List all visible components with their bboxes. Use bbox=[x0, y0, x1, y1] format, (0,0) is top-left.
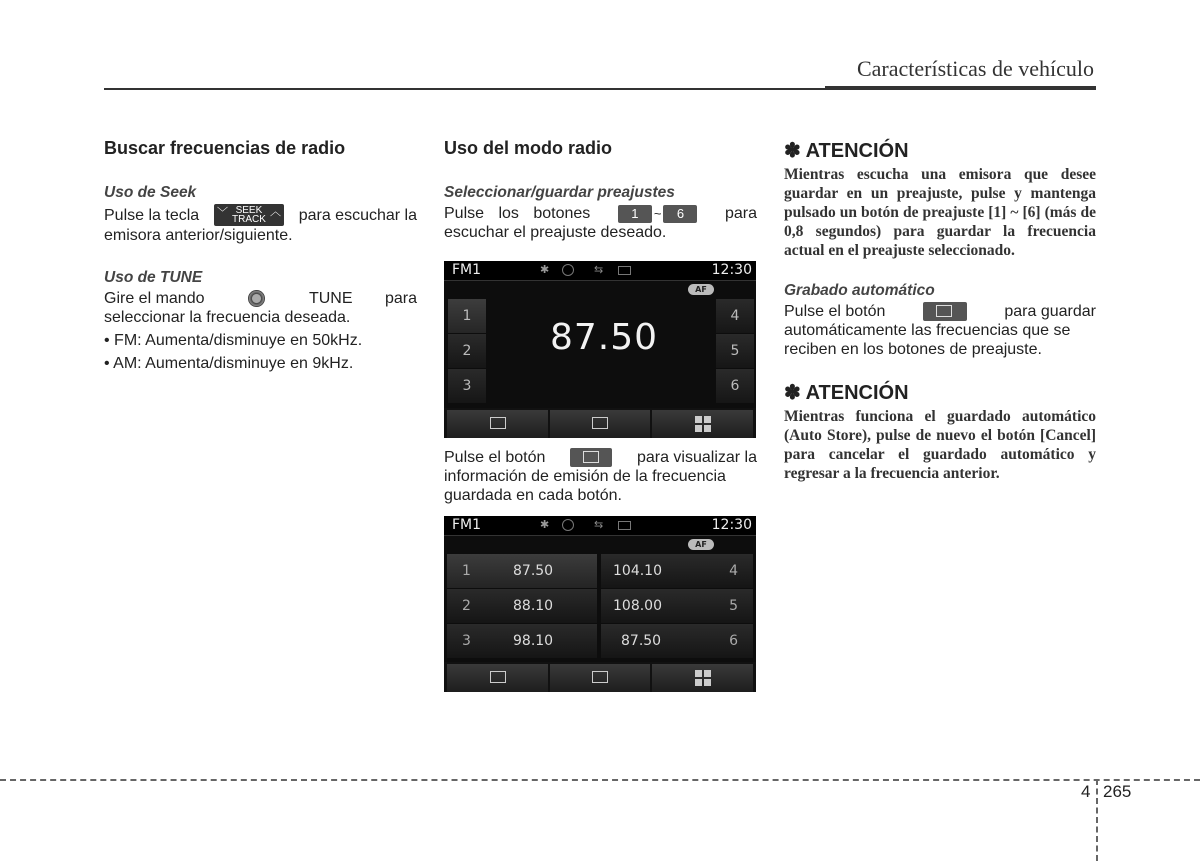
clock: 12:30 bbox=[711, 517, 752, 533]
subheading-presets: Seleccionar/guardar preajustes bbox=[444, 184, 675, 201]
battery-icon bbox=[618, 521, 631, 530]
preset-frequency: 108.00 bbox=[613, 598, 662, 614]
preset-number: 2 bbox=[462, 598, 471, 614]
subheading-autostore: Grabado automático bbox=[784, 282, 935, 299]
column-radio-mode bbox=[444, 138, 757, 242]
column-radio-mode-info bbox=[444, 448, 757, 505]
band-label: FM1 bbox=[452, 262, 482, 278]
info-line2: información de emisión de la frecuencia bbox=[444, 468, 726, 485]
preset-row-4[interactable] bbox=[601, 554, 753, 588]
tune-paragraph bbox=[104, 289, 417, 308]
battery-icon bbox=[618, 266, 631, 275]
preset-number: 6 bbox=[729, 633, 738, 649]
footer-rule bbox=[0, 779, 1200, 781]
seek-track-button-icon bbox=[214, 204, 284, 226]
footer-divider bbox=[1096, 779, 1098, 861]
preset-list-button-icon bbox=[570, 448, 612, 467]
af-badge[interactable]: AF bbox=[688, 539, 714, 550]
preset-4[interactable]: 4 bbox=[716, 299, 754, 333]
preset-6[interactable]: 6 bbox=[716, 369, 754, 403]
band-label: FM1 bbox=[452, 517, 482, 533]
usb-icon: ⇆ bbox=[594, 263, 604, 276]
bottom-toolbar bbox=[444, 408, 756, 438]
radio-screen-preset-list bbox=[444, 516, 756, 692]
preset-row-1[interactable] bbox=[447, 554, 597, 588]
preset-frequency: 98.10 bbox=[513, 633, 554, 649]
page-header-title: Características de vehículo bbox=[856, 56, 1094, 81]
preset-number: 3 bbox=[462, 633, 471, 649]
attention-title: ✽ ATENCIÓN bbox=[784, 382, 909, 404]
seek-text-before: Pulse la tecla bbox=[104, 206, 200, 224]
preset-row-6[interactable] bbox=[601, 624, 753, 658]
auto-store-icon bbox=[592, 671, 608, 683]
info-line3: guardada en cada botón. bbox=[444, 487, 622, 504]
presets-text-a: Pulse los botones bbox=[444, 205, 591, 222]
autostore-text-b: para guardar bbox=[1004, 303, 1096, 320]
autostore-paragraph bbox=[784, 302, 1096, 321]
presets-text-b: para bbox=[724, 205, 757, 222]
seek-text-after: para escuchar la bbox=[298, 206, 417, 224]
auto-store-icon bbox=[592, 417, 608, 429]
bluetooth-icon: ✱ bbox=[540, 263, 550, 276]
page-number: 265 bbox=[1103, 782, 1132, 801]
tune-text-a: Gire el mando bbox=[104, 290, 205, 307]
menu-button[interactable] bbox=[652, 410, 753, 438]
chevron-up-icon: ︿ bbox=[269, 206, 281, 218]
preset-row-3[interactable] bbox=[447, 624, 597, 658]
info-text-a: Pulse el botón bbox=[444, 449, 546, 466]
radio-screen-single bbox=[444, 261, 756, 438]
subheading-seek: Uso de Seek bbox=[104, 184, 197, 201]
tune-knob-icon bbox=[248, 290, 265, 307]
auto-store-button-icon bbox=[923, 302, 967, 321]
preset-list-icon bbox=[490, 417, 506, 429]
preset-button-6: 6 bbox=[663, 205, 697, 223]
preset-row-2[interactable] bbox=[447, 589, 597, 623]
bluetooth-icon: ✱ bbox=[540, 518, 550, 531]
preset-list-button[interactable] bbox=[447, 664, 548, 692]
auto-store-button[interactable] bbox=[550, 664, 650, 692]
preset-1[interactable]: 1 bbox=[448, 299, 486, 333]
grid-menu-icon bbox=[695, 670, 711, 686]
bottom-toolbar bbox=[444, 662, 756, 692]
column-attention bbox=[784, 138, 1096, 483]
af-badge[interactable]: AF bbox=[688, 284, 714, 295]
frequency-display: 87.50 bbox=[549, 317, 659, 358]
grid-menu-icon bbox=[695, 416, 711, 432]
column-radio-search bbox=[104, 138, 417, 373]
preset-button-1: 1 bbox=[618, 205, 652, 223]
seek-label: SEEK bbox=[235, 205, 263, 216]
preset-5[interactable]: 5 bbox=[716, 334, 754, 368]
preset-row-5[interactable] bbox=[601, 589, 753, 623]
preset-frequency: 88.10 bbox=[513, 598, 554, 614]
autostore-text-a: Pulse el botón bbox=[784, 303, 886, 320]
chevron-down-icon: ﹀ bbox=[216, 207, 228, 219]
tune-line2: seleccionar la frecuencia deseada. bbox=[104, 309, 351, 326]
preset-number: 4 bbox=[729, 563, 738, 579]
disc-icon bbox=[562, 519, 574, 531]
seek-paragraph bbox=[104, 204, 417, 226]
status-bar bbox=[444, 261, 756, 281]
seek-line2: emisora anterior/siguiente. bbox=[104, 227, 293, 244]
disc-icon bbox=[562, 264, 574, 276]
preset-number: 5 bbox=[729, 598, 738, 614]
attention-body: Mientras funciona el guardado automático (Auto Store), pulse de nuevo el botón [Cancel] para cancelar el guardado automático y regresar a la frecuencia anterior. bbox=[784, 408, 1096, 482]
info-text-b: para visualizar la bbox=[636, 449, 757, 466]
preset-number: 1 bbox=[462, 563, 471, 579]
tune-text-b: TUNE para bbox=[308, 290, 417, 307]
preset-3[interactable]: 3 bbox=[448, 369, 486, 403]
autostore-line3: reciben en los botones de preajuste. bbox=[784, 341, 1042, 358]
subheading-tune: Uso de TUNE bbox=[104, 269, 203, 286]
tilde: ~ bbox=[653, 206, 662, 221]
preset-range bbox=[618, 204, 698, 223]
attention-body: Mientras escucha una emisora que desee guardar en un preajuste, pulse y mantenga pulsado un botón de preajuste [1] ~ [6] (más de 0,8 segundos) para guardar la frecuencia actual en el preajuste seleccionado. bbox=[784, 166, 1096, 259]
presets-paragraph bbox=[444, 204, 757, 223]
preset-frequency: 87.50 bbox=[513, 563, 554, 579]
bullet-am: • AM: Aumenta/disminuye en 9kHz. bbox=[104, 355, 354, 372]
chapter-number: 4 bbox=[1081, 782, 1091, 801]
section-heading: Buscar frecuencias de radio bbox=[104, 138, 346, 158]
auto-store-button[interactable] bbox=[550, 410, 650, 438]
attention-title: ✽ ATENCIÓN bbox=[784, 140, 909, 162]
menu-button[interactable] bbox=[652, 664, 753, 692]
info-paragraph bbox=[444, 448, 757, 467]
usb-icon: ⇆ bbox=[594, 518, 604, 531]
status-bar bbox=[444, 516, 756, 536]
preset-list-button[interactable] bbox=[447, 410, 548, 438]
presets-line2: escuchar el preajuste deseado. bbox=[444, 224, 667, 241]
preset-list-icon bbox=[490, 671, 506, 683]
preset-frequency: 87.50 bbox=[621, 633, 662, 649]
header-rule-accent bbox=[825, 86, 1096, 90]
section-heading: Uso del modo radio bbox=[444, 138, 613, 158]
clock: 12:30 bbox=[711, 262, 752, 278]
autostore-line2: automáticamente las frecuencias que se bbox=[784, 322, 1071, 339]
preset-2[interactable]: 2 bbox=[448, 334, 486, 368]
bullet-fm: • FM: Aumenta/disminuye en 50kHz. bbox=[104, 332, 363, 349]
track-label: TRACK bbox=[231, 214, 266, 225]
preset-frequency: 104.10 bbox=[613, 563, 662, 579]
